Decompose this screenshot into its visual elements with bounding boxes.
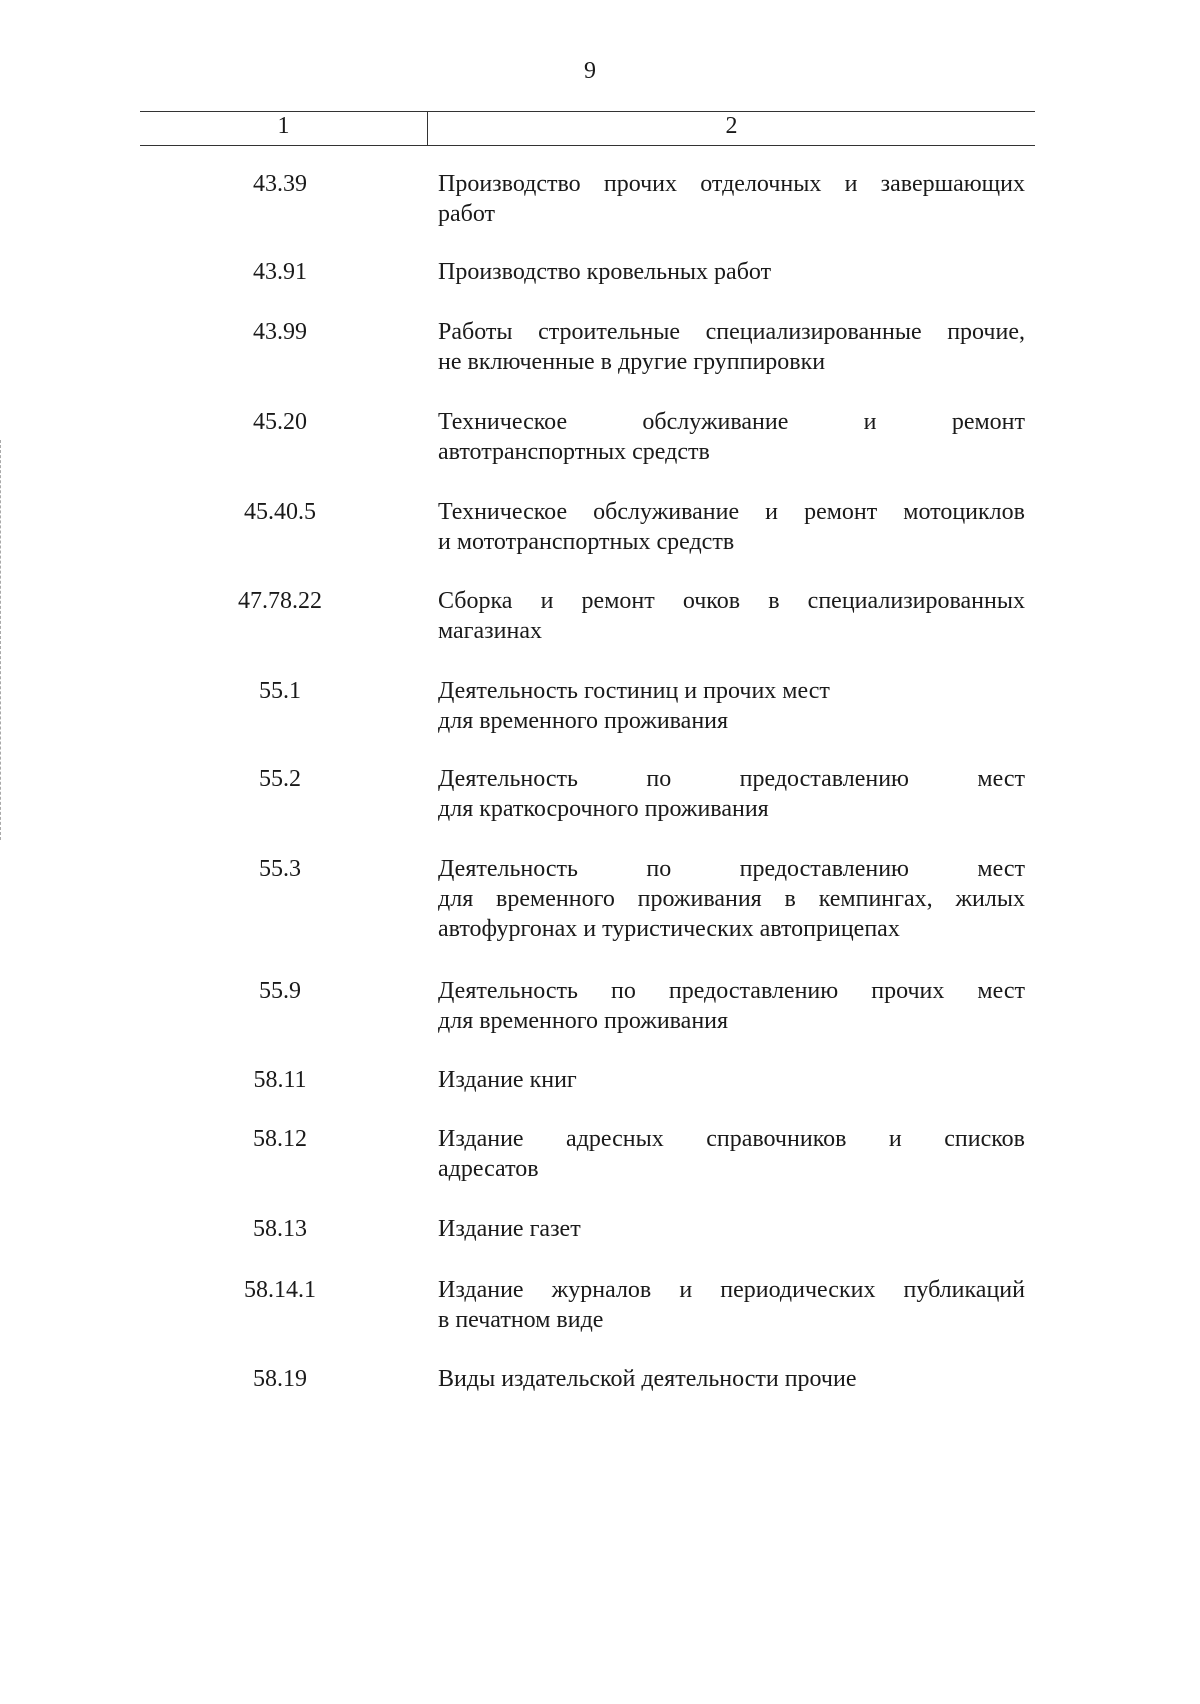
description-line: Издание газет — [438, 1216, 581, 1242]
activity-code: 58.13 — [253, 1216, 307, 1242]
activity-code: 45.40.5 — [244, 499, 316, 525]
description-line: Издание журналов и периодических публикаций — [438, 1277, 1025, 1303]
activity-description — [438, 1364, 1025, 1394]
activity-code: 43.91 — [253, 259, 307, 285]
activity-code: 58.12 — [253, 1126, 307, 1152]
activity-code: 47.78.22 — [238, 588, 322, 614]
activity-description — [438, 1275, 1025, 1335]
activity-description — [438, 1214, 1025, 1244]
description-line: Издание адресных справочников и списков — [438, 1126, 1025, 1152]
activity-code: 58.11 — [253, 1067, 307, 1093]
description-line: Производство прочих отделочных и завершающих — [438, 171, 1025, 197]
description-line: работ — [438, 201, 496, 227]
activity-description — [438, 169, 1025, 229]
column-header-2: 2 — [725, 113, 738, 139]
activity-description — [438, 1124, 1025, 1184]
table-header-bottom-border — [140, 145, 1035, 146]
description-line: автотранспортных средств — [438, 439, 710, 465]
description-line: Техническое обслуживание и ремонт — [438, 409, 1025, 435]
description-line: адресатов — [438, 1156, 539, 1182]
activity-description — [438, 586, 1025, 646]
activity-code: 43.39 — [253, 171, 307, 197]
activity-description — [438, 676, 1025, 736]
activity-code: 55.2 — [259, 766, 301, 792]
activity-code: 58.14.1 — [244, 1277, 316, 1303]
description-line: и мототранспортных средств — [438, 529, 735, 555]
description-line: для краткосрочного проживания — [438, 796, 769, 822]
description-line: для временного проживания в кемпингах, жилых — [438, 886, 1025, 912]
scan-margin-artifact — [0, 440, 1, 840]
description-line: Сборка и ремонт очков в специализированных — [438, 588, 1025, 614]
table-top-border — [140, 111, 1035, 112]
activity-description — [438, 407, 1025, 467]
description-line: магазинах — [438, 618, 542, 644]
activity-code: 43.99 — [253, 319, 307, 345]
page-number: 9 — [584, 58, 596, 84]
activity-description — [438, 976, 1025, 1036]
description-line: Деятельность гостиниц и прочих мест — [438, 678, 830, 704]
description-line: не включенные в другие группировки — [438, 349, 826, 375]
activity-code: 55.3 — [259, 856, 301, 882]
activity-description — [438, 257, 1025, 287]
description-line: для временного проживания — [438, 708, 729, 734]
description-line: Техническое обслуживание и ремонт мотоциклов — [438, 499, 1025, 525]
description-line: для временного проживания — [438, 1008, 729, 1034]
activity-code: 58.19 — [253, 1366, 307, 1392]
description-line: в печатном виде — [438, 1307, 604, 1333]
column-header-1: 1 — [277, 113, 290, 139]
activity-description — [438, 854, 1025, 944]
activity-code: 55.9 — [259, 978, 301, 1004]
activity-code: 45.20 — [253, 409, 307, 435]
description-line: Деятельность по предоставлению прочих мест — [438, 978, 1025, 1004]
description-line: Работы строительные специализированные прочие, — [438, 319, 1025, 345]
description-line: Виды издательской деятельности прочие — [438, 1366, 857, 1392]
description-line: Производство кровельных работ — [438, 259, 772, 285]
description-line: Деятельность по предоставлению мест — [438, 766, 1025, 792]
description-line: Деятельность по предоставлению мест — [438, 856, 1025, 882]
activity-description — [438, 497, 1025, 557]
activity-description — [438, 1065, 1025, 1095]
activity-code: 55.1 — [259, 678, 301, 704]
activity-description — [438, 317, 1025, 377]
activity-description — [438, 764, 1025, 824]
description-line: автофургонах и туристических автоприцепах — [438, 916, 900, 942]
description-line: Издание книг — [438, 1067, 577, 1093]
